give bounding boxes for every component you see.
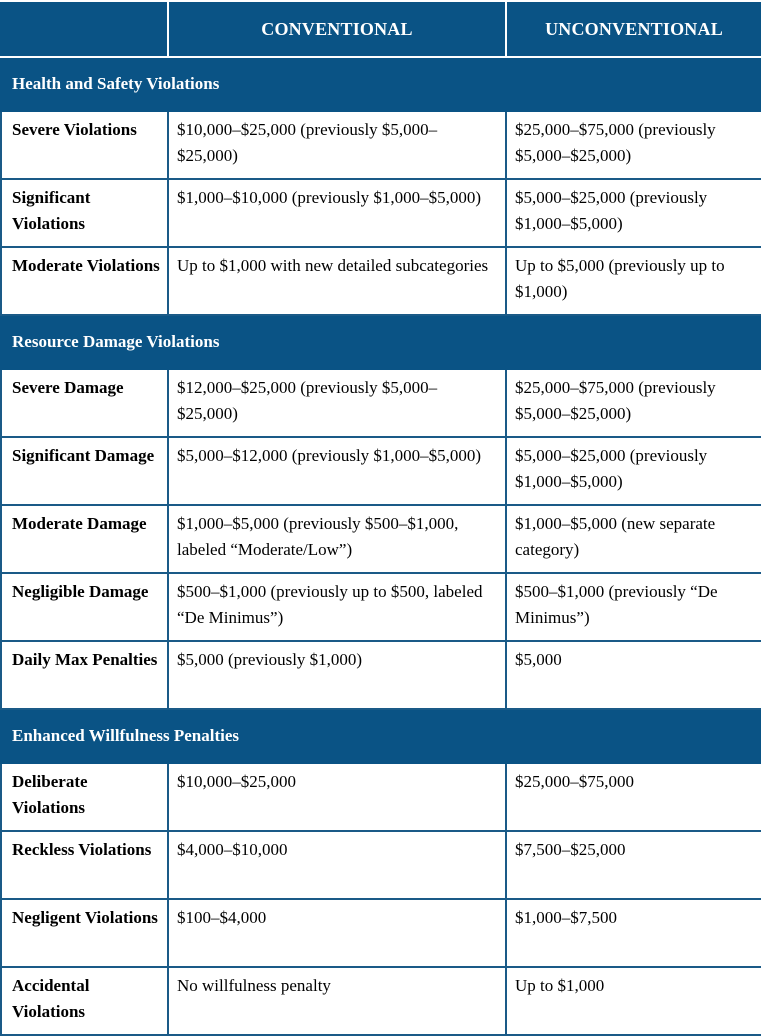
- row-label: Negligible Damage: [1, 573, 168, 641]
- unconventional-cell: $25,000–$75,000: [506, 763, 761, 831]
- unconventional-cell: $1,000–$5,000 (new separate category): [506, 505, 761, 573]
- conventional-cell: $10,000–$25,000: [168, 763, 506, 831]
- conventional-cell: $1,000–$5,000 (previously $500–$1,000, labeled “Moderate/Low”): [168, 505, 506, 573]
- unconventional-cell: $1,000–$7,500: [506, 899, 761, 967]
- unconventional-cell: $5,000–$25,000 (previously $1,000–$5,000): [506, 179, 761, 247]
- row-label: Daily Max Penalties: [1, 641, 168, 709]
- table-header-row: [1, 1, 761, 57]
- section-header-health-safety: [1, 57, 761, 111]
- table-row: [1, 899, 761, 967]
- section-title: Resource Damage Violations: [1, 315, 761, 369]
- conventional-cell: $5,000–$12,000 (previously $1,000–$5,000): [168, 437, 506, 505]
- conventional-cell: $100–$4,000: [168, 899, 506, 967]
- header-unconventional: UNCONVENTIONAL: [506, 1, 761, 57]
- table-row: [1, 505, 761, 573]
- row-label: Moderate Violations: [1, 247, 168, 315]
- unconventional-cell: $5,000: [506, 641, 761, 709]
- row-label: Reckless Violations: [1, 831, 168, 899]
- section-title: Enhanced Willfulness Penalties: [1, 709, 761, 763]
- table-row: [1, 641, 761, 709]
- row-label: Significant Violations: [1, 179, 168, 247]
- conventional-cell: $4,000–$10,000: [168, 831, 506, 899]
- unconventional-cell: $5,000–$25,000 (previously $1,000–$5,000): [506, 437, 761, 505]
- row-label: Accidental Violations: [1, 967, 168, 1035]
- table-row: [1, 831, 761, 899]
- unconventional-cell: $500–$1,000 (previously “De Minimus”): [506, 573, 761, 641]
- conventional-cell: $5,000 (previously $1,000): [168, 641, 506, 709]
- row-label: Negligent Violations: [1, 899, 168, 967]
- table-row: [1, 437, 761, 505]
- conventional-cell: No willfulness penalty: [168, 967, 506, 1035]
- row-label: Deliberate Violations: [1, 763, 168, 831]
- table-row: [1, 763, 761, 831]
- conventional-cell: Up to $1,000 with new detailed subcategories: [168, 247, 506, 315]
- unconventional-cell: Up to $1,000: [506, 967, 761, 1035]
- row-label: Significant Damage: [1, 437, 168, 505]
- conventional-cell: $500–$1,000 (previously up to $500, labeled “De Minimus”): [168, 573, 506, 641]
- table-row: [1, 967, 761, 1035]
- conventional-cell: $1,000–$10,000 (previously $1,000–$5,000): [168, 179, 506, 247]
- unconventional-cell: $25,000–$75,000 (previously $5,000–$25,000): [506, 369, 761, 437]
- unconventional-cell: Up to $5,000 (previously up to $1,000): [506, 247, 761, 315]
- table-row: [1, 369, 761, 437]
- conventional-cell: $12,000–$25,000 (previously $5,000–$25,000): [168, 369, 506, 437]
- row-label: Severe Damage: [1, 369, 168, 437]
- row-label: Moderate Damage: [1, 505, 168, 573]
- section-title: Health and Safety Violations: [1, 57, 761, 111]
- table-row: [1, 573, 761, 641]
- unconventional-cell: $25,000–$75,000 (previously $5,000–$25,000): [506, 111, 761, 179]
- table-row: [1, 111, 761, 179]
- section-header-willfulness: [1, 709, 761, 763]
- row-label: Severe Violations: [1, 111, 168, 179]
- section-header-resource-damage: [1, 315, 761, 369]
- header-empty-cell: [1, 1, 168, 57]
- header-conventional: CONVENTIONAL: [168, 1, 506, 57]
- conventional-cell: $10,000–$25,000 (previously $5,000–$25,000): [168, 111, 506, 179]
- unconventional-cell: $7,500–$25,000: [506, 831, 761, 899]
- table-row: [1, 247, 761, 315]
- table-row: [1, 179, 761, 247]
